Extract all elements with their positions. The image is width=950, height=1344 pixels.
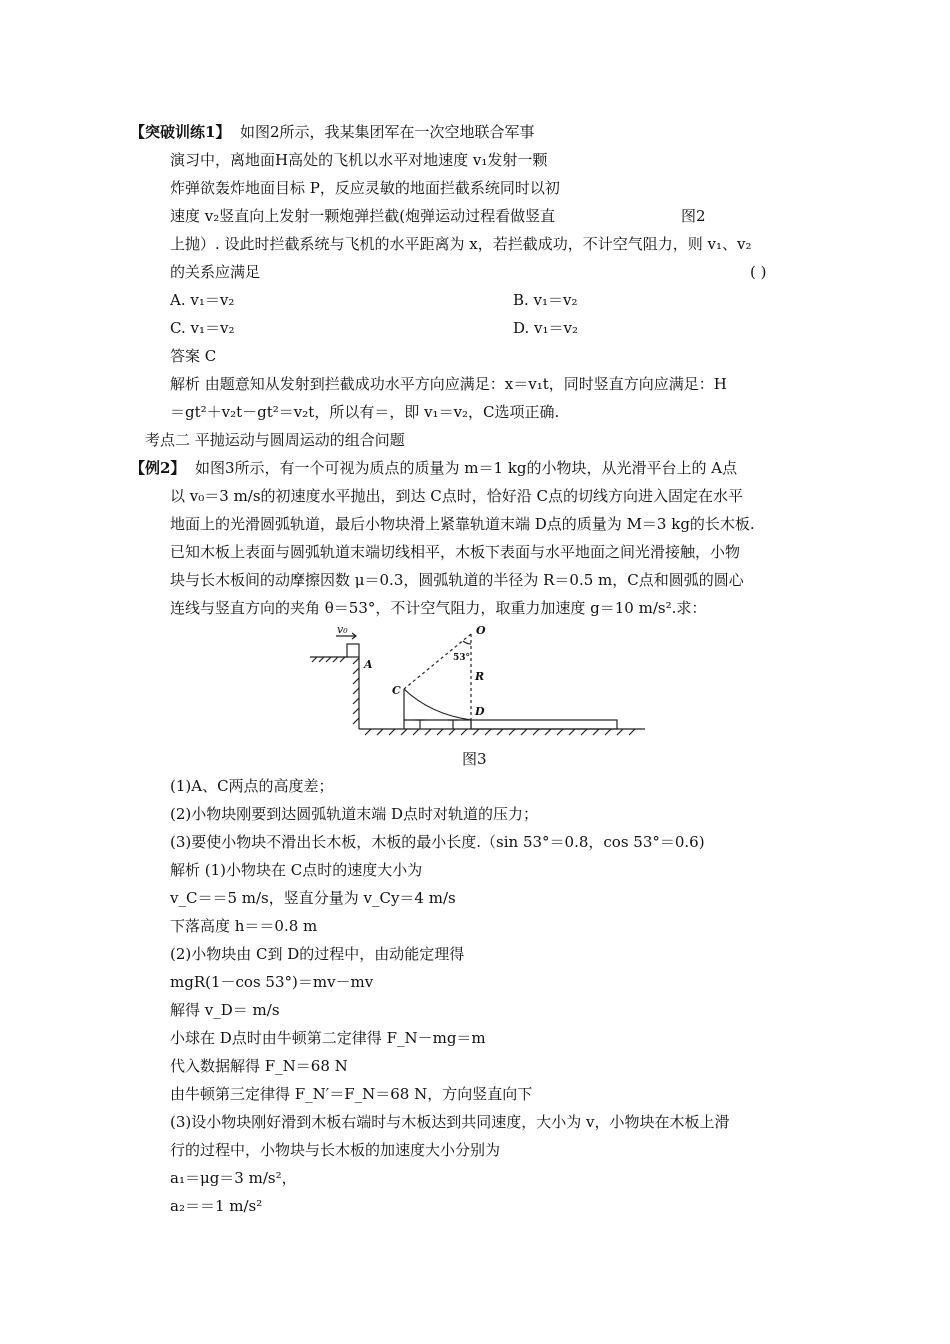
option-d: D. v₁＝v₂: [513, 319, 579, 337]
hatch: [617, 729, 623, 735]
solution-line: (3)设小物块刚好滑到木板右端时与木板达到共同速度，大小为 v，小物块在木板上滑: [170, 1113, 730, 1131]
solution-line: 行的过程中，小物块与长木板的加速度大小分别为: [170, 1141, 501, 1159]
hatch: [389, 729, 395, 735]
practice-line: 速度 v₂竖直向上发射一颗炮弹拦截(炮弹运动过程看做竖直: [170, 207, 556, 225]
solution-line: 解得 v_D＝ m/s: [170, 1001, 280, 1019]
hatch: [333, 657, 338, 662]
practice-line: 炸弹欲轰炸地面目标 P，反应灵敏的地面拦截系统同时以初: [170, 179, 560, 197]
hatch: [509, 729, 515, 735]
solution-line: 由牛顿第三定律得 F_N′＝F_N＝68 N，方向竖直向下: [170, 1085, 533, 1103]
example-line: 连线与竖直方向的夹角 θ＝53°，不计空气阻力，取重力加速度 g＝10 m/s².求：: [170, 599, 707, 617]
hatch: [401, 729, 407, 735]
question-2: (2)小物块刚要到达圆弧轨道末端 D点时对轨道的压力；: [170, 805, 539, 823]
example-line: 已知木板上表面与圆弧轨道末端切线相平，木板下表面与水平地面之间光滑接触，小物: [170, 543, 741, 561]
solution-line: 代入数据解得 F_N＝68 N: [170, 1057, 348, 1075]
practice-title: 【突破训练1】: [130, 123, 231, 141]
question-1: (1)A、C两点的高度差；: [170, 777, 334, 795]
solution-line: a₁＝μg＝3 m/s²，: [170, 1169, 297, 1187]
option-b: B. v₁＝v₂: [513, 291, 578, 309]
hatch: [569, 729, 575, 735]
figure-3-caption: 图3: [462, 750, 487, 768]
hatch: [353, 688, 359, 694]
hatch: [365, 729, 371, 735]
hatch: [353, 678, 359, 684]
analysis-line: ＝gt²＋v₂t－gt²＝v₂t，所以有＝，即 v₁＝v₂，C选项正确.: [170, 403, 560, 421]
hatch: [485, 729, 491, 735]
hatch: [545, 729, 551, 735]
hatch: [340, 657, 345, 662]
arc-track: [404, 689, 471, 720]
practice-line: 上抛）. 设此时拦截系统与飞机的水平距离为 x，若拦截成功，不计空气阻力，则 v₁、v₂: [170, 235, 752, 253]
label-c: C: [392, 684, 401, 697]
section-heading: 考点二 平抛运动与圆周运动的组合问题: [145, 431, 405, 449]
hatch: [593, 729, 599, 735]
figure-2-label: 图2: [681, 207, 706, 225]
figure-3-diagram: [310, 624, 645, 744]
hatch: [353, 718, 359, 724]
label-v0: v₀: [337, 624, 348, 636]
hatch: [581, 729, 587, 735]
hatch: [326, 657, 331, 662]
question-3: (3)要使小物块不滑出长木板，木板的最小长度.（sin 53°＝0.8，cos 53°＝0.6): [170, 833, 705, 851]
block: [347, 644, 359, 657]
practice-line: 演习中，离地面H高处的飞机以水平对地速度 v₁发射一颗: [170, 151, 548, 169]
solution-line: mgR(1－cos 53°)＝mv－mv: [170, 973, 374, 991]
solution-line: a₂＝＝1 m/s²: [170, 1197, 263, 1215]
hatch: [437, 729, 443, 735]
hatch: [353, 698, 359, 704]
example-line: 块与长木板间的动摩擦因数 μ＝0.3，圆弧轨道的半径为 R＝0.5 m，C点和圆弧的圆心: [170, 571, 744, 589]
hatch: [413, 729, 419, 735]
label-o: O: [476, 624, 486, 637]
hatch: [353, 708, 359, 714]
practice-line: 的关系应满足: [170, 263, 261, 281]
solution-line: 解析 (1)小物块在 C点时的速度大小为: [170, 861, 423, 879]
hatch: [449, 729, 455, 735]
label-d: D: [475, 705, 485, 718]
option-c: C. v₁＝v₂: [170, 319, 235, 337]
hatch: [377, 729, 383, 735]
example-line: 以 v₀＝3 m/s的初速度水平抛出，到达 C点时，恰好沿 C点的切线方向进入固定在水平: [170, 487, 744, 505]
label-a: A: [364, 658, 373, 671]
solution-line: 下落高度 h＝＝0.8 m: [170, 917, 318, 935]
solution-line: v_C＝＝5 m/s，竖直分量为 v_Cy＝4 m/s: [170, 889, 456, 907]
label-angle: 53°: [453, 653, 471, 663]
solution-line: 小球在 D点时由牛顿第二定律得 F_N－mg＝m: [170, 1029, 486, 1047]
hatch: [461, 729, 467, 735]
example-title: 【例2】: [130, 459, 186, 477]
hatch: [312, 657, 317, 662]
option-a: A. v₁＝v₂: [170, 291, 235, 309]
hatch: [353, 658, 359, 664]
label-r: R: [475, 670, 485, 683]
hatch: [473, 729, 479, 735]
practice-header: [130, 122, 535, 142]
hatch: [425, 729, 431, 735]
long-board: [471, 720, 617, 729]
hatch: [497, 729, 503, 735]
example-line: 如图3所示，有一个可视为质点的质量为 m＝1 kg的小物块，从光滑平台上的 A点: [194, 459, 738, 477]
hatch: [605, 729, 611, 735]
solution-line: (2)小物块由 C到 D的过程中，由动能定理得: [170, 945, 465, 963]
hatch: [629, 729, 635, 735]
example-line: 地面上的光滑圆弧轨道，最后小物块滑上紧靠轨道末端 D点的质量为 M＝3 kg的长木板.: [170, 515, 755, 533]
answer-blank: ( ): [750, 263, 767, 281]
hatch: [353, 668, 359, 674]
hatch: [533, 729, 539, 735]
hatch: [319, 657, 324, 662]
example-header: [130, 458, 737, 478]
hatch: [557, 729, 563, 735]
hatch: [521, 729, 527, 735]
angle-arc: [463, 641, 471, 644]
practice-line: 如图2所示，我某集团军在一次空地联合军事: [240, 123, 535, 141]
analysis-line: 解析 由题意知从发射到拦截成功水平方向应满足：x＝v₁t，同时竖直方向应满足：H: [170, 375, 727, 393]
answer-line: 答案 C: [170, 347, 217, 365]
